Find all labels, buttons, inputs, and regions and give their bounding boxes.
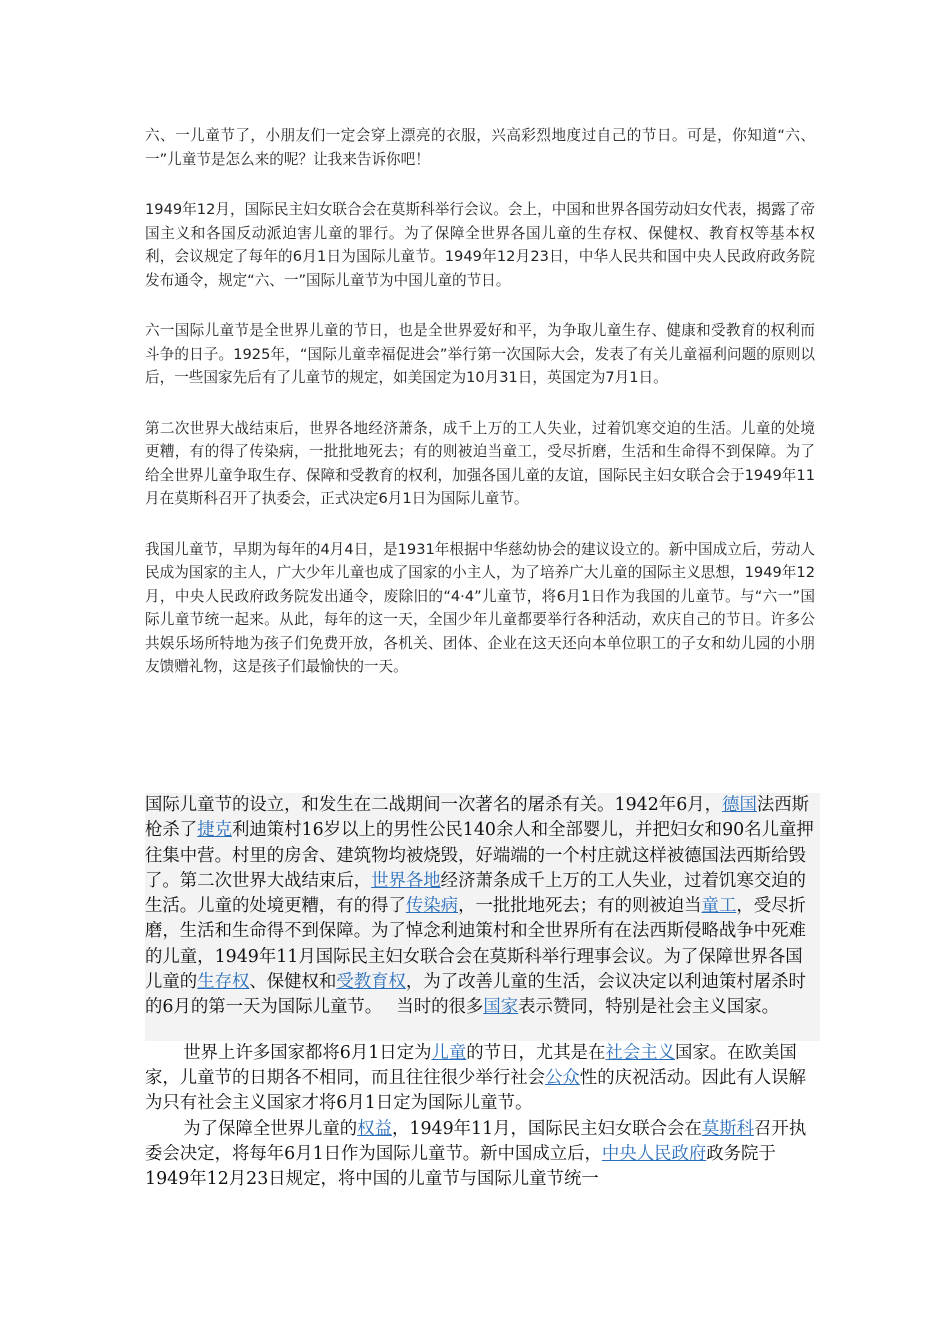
inline-link[interactable]: 社会主义 xyxy=(605,1042,675,1063)
inline-link[interactable]: 莫斯科 xyxy=(701,1118,755,1139)
text-run: 为了保障全世界儿童的 xyxy=(183,1118,358,1139)
text-run: 、保健权和 xyxy=(249,972,337,993)
inline-link[interactable]: 权益 xyxy=(357,1118,392,1139)
text-run: ，为了改善儿童的生活，会议决定以利迪策村屠杀时的6月的第一天为国际儿童节。 当时的很多 xyxy=(145,972,806,1018)
text-run: 国际儿童节的设立，和发生在二战期间一次著名的屠杀有关。1942年6月， xyxy=(145,795,723,815)
article-section-linked xyxy=(145,793,820,1192)
text-run: ，一批批地死去；有的则被迫当 xyxy=(458,896,702,917)
text-run: 世界上许多国家都将6月1日定为 xyxy=(183,1042,432,1063)
inline-link[interactable]: 受教育权 xyxy=(336,972,406,993)
text-run: 经济萧条成千上万的工人失业，过着饥寒交迫的生活。儿童的处境更糟，有的得了 xyxy=(145,870,806,917)
text-run: 法西斯枪杀了 xyxy=(145,795,810,841)
inline-link[interactable]: 国家 xyxy=(483,997,519,1018)
inline-link[interactable]: 公众 xyxy=(545,1067,580,1088)
text-run: 表示赞同，特别是社会主义国家。 xyxy=(518,997,779,1018)
paragraph-lidice xyxy=(145,793,820,1021)
text-run: 的节日，尤其是在 xyxy=(466,1042,606,1063)
inline-link[interactable]: 儿童 xyxy=(431,1042,467,1063)
inline-link[interactable]: 德国 xyxy=(722,795,757,815)
text-run: 召开执委会决定，将每年6月1日作为国际儿童节。新中国成立后， xyxy=(145,1118,807,1164)
inline-link[interactable]: 传染病 xyxy=(405,896,459,917)
paragraph-intro: 六、一儿童节了，小朋友们一定会穿上漂亮的衣服，兴高彩烈地度过自己的节日。可是，你知道“六、一”儿童节是怎么来的呢？让我来告诉你吧！ xyxy=(145,127,815,168)
text-run: ，受尽折磨，生活和生命得不到保障。为了悼念利迪策村和全世界所有在法西斯侵略战争中死难的儿童，1949年11月国际民主妇女联合会在莫斯科举行理事会议。为了保障世界各国儿童的 xyxy=(145,896,806,993)
article-section-plain xyxy=(145,124,815,706)
inline-link[interactable]: 中央人民政府 xyxy=(601,1143,707,1164)
inline-link[interactable]: 世界各地 xyxy=(371,870,441,891)
paragraph-world-countries xyxy=(145,1041,820,1117)
text-run: 性的庆祝活动。因此有人误解为只有社会主义国家才将6月1日定为国际儿童节。 xyxy=(145,1067,806,1114)
inline-link[interactable]: 童工 xyxy=(701,896,737,917)
paragraph-post-war: 第二次世界大战结束后，世界各地经济萧条，成千上万的工人失业，过着饥寒交迫的生活。儿童的处境更糟，有的得了传染病，一批批地死去；有的则被迫当童工，受尽折磨，生活和生命得不到保障。为了给全世界儿童争取生存、保障和受教育的权利，加强各国儿童的友谊，国际民主妇女联合会于1949年11月在莫斯科召开了执委会，正式决定6月1日为国际儿童节。 xyxy=(145,419,815,507)
inline-link[interactable]: 捷克 xyxy=(197,820,232,841)
paragraph-1949-meeting: 1949年12月，国际民主妇女联合会在莫斯科举行会议。会上，中国和世界各国劳动妇女代表，揭露了帝国主义和各国反动派迫害儿童的罪行。为了保障全世界各国儿童的生存权、保健权、教育权等基本权利，会议规定了每年的6月1日为国际儿童节。1949年12月23日，中华人民共和国中央人民政府政务院发布通令，规定“六、一”国际儿童节为中国儿童的节日。 xyxy=(145,201,815,289)
paragraph-children-day-origin: 六一国际儿童节是全世界儿童的节日，也是全世界爱好和平，为争取儿童生存、健康和受教育的权利而斗争的日子。1925年，“国际儿童幸福促进会”举行第一次国际大会，发表了有关儿童福利问题的原则以后，一些国家先后有了儿童节的规定，如美国定为10月31日，英国定为7月1日。 xyxy=(145,322,815,386)
text-run: 利迪策村16岁以上的男性公民140余人和全部婴儿，并把妇女和90名儿童押往集中营。村里的房舍、建筑物均被烧毁，好端端的一个村庄就这样被德国法西斯给毁了。第二次世界大战结束后， xyxy=(145,820,814,891)
text-run: ，1949年11月，国际民主妇女联合会在 xyxy=(391,1118,702,1139)
paragraph-gap xyxy=(145,1021,820,1041)
text-run: 政务院于1949年12月23日规定，将中国的儿童节与国际儿童节统一 xyxy=(145,1143,776,1190)
text-run: 国家。在欧美国家，儿童节的日期各不相同，而且往往很少举行社会 xyxy=(145,1042,797,1088)
paragraph-china-children-day: 我国儿童节，早期为每年的4月4日，是1931年根据中华慈幼协会的建议设立的。新中国成立后，劳动人民成为国家的主人，广大少年儿童也成了国家的小主人，为了培养广大儿童的国际主义思想，1949年12月，中央人民政府政务院发出通令，废除旧的“4·4”儿童节，将6月1日作为我国的儿童节。与“六一”国际儿童节统一起来。从此，每年的这一天，全国少年儿童都要举行各种活动，欢庆自己的节日。许多公共娱乐场所特地为孩子们免费开放，各机关、团体、企业在这天还向本单位职工的子女和幼儿园的小朋友馈赠礼物，这是孩子们最愉快的一天。 xyxy=(145,540,815,675)
inline-link[interactable]: 生存权 xyxy=(197,972,250,993)
paragraph-rights xyxy=(145,1117,820,1193)
